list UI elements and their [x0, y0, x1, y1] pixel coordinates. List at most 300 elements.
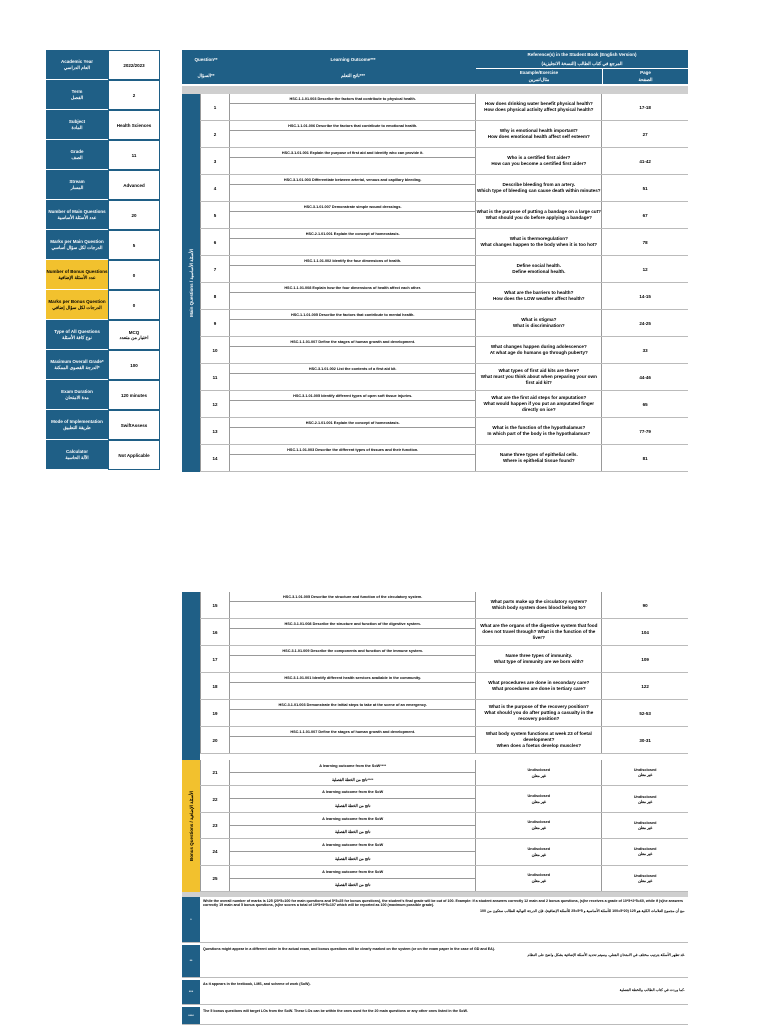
learning-outcome: HSC.1.1.01.005 Describe the factors that contribute to mental health.: [230, 310, 476, 320]
learning-outcome-cell: [230, 673, 477, 699]
learning-outcome-ar: [230, 158, 476, 174]
example-text: When does a foetus develop muscles?: [496, 743, 582, 748]
learning-outcome: A learning outcome from the SoW: [230, 866, 476, 879]
question-number: 25: [200, 866, 230, 891]
info-label-en: Marks per Bonus Question: [48, 298, 106, 304]
info-label-en: Number of Bonus Questions: [46, 268, 108, 274]
info-value: [108, 350, 160, 380]
example-text-ar: غير معلن: [531, 852, 546, 857]
info-label: [46, 230, 108, 260]
example-text: Name three types of immunity.: [505, 653, 573, 658]
learning-outcome-ar: ناتج من الخطة الفصلية: [334, 856, 371, 861]
info-value: [108, 110, 160, 140]
question-number: 2: [200, 121, 230, 147]
learning-outcome-cell: [230, 646, 477, 672]
page-reference: 52-53: [639, 710, 651, 716]
learning-outcome-cell: [230, 94, 477, 120]
table-row: [200, 256, 688, 283]
note-row: [182, 1007, 688, 1025]
info-label-ar: العام الدراسي: [63, 64, 91, 70]
info-row: [46, 140, 160, 170]
info-label-en: Subject: [68, 118, 86, 124]
question-number: 22: [200, 786, 230, 811]
example-text: Undisclosed: [527, 794, 551, 799]
learning-outcome: HSC.3.1.01.005 Describe the structure and function of the circulatory system.: [230, 592, 476, 602]
example-text: Define social health.: [516, 263, 562, 268]
learning-outcome-ar: [230, 710, 476, 726]
note-text: As it appears in the textbook, LMS, and scheme of work (SoW).: [203, 982, 311, 986]
question-number: 15: [200, 592, 230, 618]
info-value-text: 5: [132, 242, 136, 248]
info-label: [46, 290, 108, 320]
example-text: Undisclosed: [527, 767, 551, 772]
info-label-ar: الصف: [71, 154, 83, 160]
info-label: [46, 260, 108, 290]
example-cell: [476, 727, 602, 753]
learning-outcome-ar: [230, 131, 476, 147]
info-label-ar: الفصل: [70, 94, 84, 100]
header-references-ar: المرجع في كتاب الطالب (النسخة الانجليزية): [476, 59, 688, 68]
table-row: [200, 283, 688, 310]
info-label-ar: نوع كافة الأسئلة: [62, 334, 92, 340]
example-cell: [476, 673, 602, 699]
table-row: [200, 445, 688, 472]
info-row: [46, 290, 160, 320]
page-reference: 17-18: [639, 104, 651, 110]
learning-outcome: HSC.3.1.01.003 Differentiate between arterial, venous and capillary bleeding.: [230, 175, 476, 185]
example-cell: [476, 121, 602, 147]
main-section-sidebar-2: [182, 592, 200, 760]
learning-outcome: HSC.1.1.01.008 Explain how the four dimensions of health affect each other.: [230, 283, 476, 293]
info-row: [46, 50, 160, 80]
learning-outcome: HSC.3.1.01.008 Describe the structure and function of the digestive system.: [230, 619, 476, 629]
question-number: 23: [200, 813, 230, 838]
main-section-label: Main Questions / الأسئلة الأساسية: [188, 249, 194, 317]
info-label-ar: الآلة الحاسبة: [65, 454, 89, 460]
table-row: [200, 391, 688, 418]
info-label: [46, 110, 108, 140]
learning-outcome-cell: [230, 592, 477, 618]
question-number: 4: [200, 175, 230, 201]
example-text-ar: غير معلن: [531, 879, 546, 884]
page-reference: 65: [642, 401, 648, 407]
page-text: Undisclosed: [633, 873, 657, 878]
question-number: 7: [200, 256, 230, 282]
question-number: 3: [200, 148, 230, 174]
page-reference: [602, 760, 688, 785]
learning-outcome-cell: [230, 760, 477, 785]
learning-outcome-cell: [230, 121, 477, 147]
info-value: [108, 170, 160, 200]
learning-outcome-cell: [230, 229, 477, 255]
info-label-ar: عدد الأسئلة الأساسية: [57, 214, 97, 220]
note-body: [200, 980, 688, 1004]
info-value-text: 20: [131, 212, 137, 218]
example-cell: [476, 256, 602, 282]
info-label-en: Mode of Implementation: [51, 418, 103, 424]
page-reference: 30-31: [639, 737, 651, 743]
page-reference: 78: [642, 239, 648, 245]
example-cell: [476, 283, 602, 309]
info-row: [46, 350, 160, 380]
learning-outcome-cell: [230, 283, 477, 309]
example-cell: [476, 646, 602, 672]
learning-outcome-ar: [230, 401, 476, 417]
table-row: [200, 337, 688, 364]
example-text: What are the first aid steps for amputation?: [491, 395, 587, 400]
page-text: Undisclosed: [633, 820, 657, 825]
info-value: [108, 410, 160, 440]
question-number: 1: [200, 94, 230, 120]
info-label-en: Grade: [70, 148, 84, 154]
page-reference: 67: [642, 212, 648, 218]
page-reference: [602, 866, 688, 891]
example-text: does not travel through? What is the function of the liver?: [482, 629, 596, 640]
info-value: [108, 50, 160, 80]
learning-outcome-cell: [230, 786, 477, 811]
learning-outcome-cell: [230, 391, 477, 417]
learning-outcome: HSC.2.1.01.001 Explain the concept of homeostasis.: [230, 229, 476, 239]
exam-info-panel: [46, 50, 160, 470]
page-reference: 81: [642, 455, 648, 461]
question-number: 12: [200, 391, 230, 417]
info-value: [108, 230, 160, 260]
note-body: [200, 945, 688, 977]
learning-outcome: HSC.1.1.01.007 Define the stages of human growth and development.: [230, 727, 476, 737]
note-text-ar: قد تظهر الأسئلة بترتيب مختلف في الامتحان الفعلي، وسيتم تحديد الأسئلة الإضافية بشكل واضح على النظام.: [527, 953, 685, 957]
table-row: [200, 148, 688, 175]
example-text: What types of first aid kits are there?: [498, 368, 580, 373]
learning-outcome-cell: [230, 839, 477, 864]
bonus-row: [200, 760, 688, 786]
learning-outcome: HSC.1.1.01.007 Define the stages of human growth and development.: [230, 337, 476, 347]
example-cell: [476, 202, 602, 228]
example-cell: [476, 592, 602, 618]
example-text: What should you do before applying a bandage?: [485, 215, 592, 220]
example-text: Undisclosed: [527, 846, 551, 851]
page-reference: 51: [642, 185, 648, 191]
note-body: [200, 1007, 688, 1024]
example-cell: [476, 337, 602, 363]
example-cell: [476, 364, 602, 390]
bonus-row: [200, 866, 688, 892]
example-text: What is the function of the hypothalamus?: [492, 425, 586, 430]
note-marker: ***: [182, 980, 200, 1004]
learning-outcome-cell: [230, 364, 477, 390]
info-label-en: Maximum Overall Grade*: [50, 358, 104, 364]
example-cell: [476, 839, 602, 864]
learning-outcome: A learning outcome from the SoW: [230, 786, 476, 799]
example-cell: [476, 786, 602, 811]
info-label: [46, 350, 108, 380]
info-row: [46, 260, 160, 290]
info-label-ar: الدرجات لكل سؤال أساسي: [51, 244, 103, 250]
example-cell: [476, 700, 602, 726]
page-reference: 109: [641, 656, 649, 662]
info-label-en: Calculator: [65, 448, 88, 454]
example-text: What is stigma?: [521, 317, 557, 322]
learning-outcome-ar: [230, 683, 476, 699]
info-label-en: Marks per Main Question: [50, 238, 104, 244]
info-row: [46, 110, 160, 140]
example-text: Name three types of epithelial cells.: [499, 452, 578, 457]
learning-outcome-cell: [230, 310, 477, 336]
example-text: What changes happen during adolescence?: [490, 344, 587, 349]
example-text: Who is a certified first aider?: [507, 155, 571, 160]
example-text-ar: غير معلن: [531, 826, 546, 831]
info-row: [46, 230, 160, 260]
info-row: [46, 200, 160, 230]
info-value: [108, 440, 160, 470]
learning-outcome-ar: [230, 239, 476, 255]
info-label-ar: المسار: [70, 184, 84, 190]
info-label-ar: عدد الأسئلة الإضافية: [58, 274, 96, 280]
learning-outcome-ar: [230, 104, 476, 120]
learning-outcome-cell: [230, 202, 477, 228]
question-number: 14: [200, 445, 230, 471]
table-row: [200, 592, 688, 619]
question-number: 18: [200, 673, 230, 699]
table-row: [200, 175, 688, 202]
example-text: What are the barriers to health?: [504, 290, 574, 295]
example-text: What changes happen to the body when it is too hot?: [480, 242, 598, 247]
question-number: 24: [200, 839, 230, 864]
question-number: 6: [200, 229, 230, 255]
questions-table-page2: [200, 592, 688, 754]
bonus-row: [200, 786, 688, 812]
info-value: [108, 80, 160, 110]
note-body: [200, 897, 688, 942]
table-row: [200, 121, 688, 148]
note-text-ar: مع أن مجموع العلامات الكلية هو 125 (20*5=100 للأسئلة الأساسية و 5*5=25 للأسئلة الإضافية)، فإن الدرجة النهائية للطالب ستكون من 100.: [480, 909, 685, 913]
learning-outcome-cell: [230, 619, 477, 645]
example-text: What is the purpose of the recovery position?: [488, 704, 589, 709]
info-label-ar: المادة: [71, 124, 83, 130]
info-label-ar: طريقة التطبيق: [63, 424, 91, 430]
example-text: How can you become a certified first aider?: [491, 161, 587, 166]
example-text: development?: [523, 737, 555, 742]
info-label-ar: الدرجات لكل سؤال إضافي: [52, 304, 102, 310]
learning-outcome: HSC.3.1.01.001 Explain the purpose of first aid and identify who can provide it.: [230, 148, 476, 158]
page-reference: 122: [641, 683, 649, 689]
learning-outcome-ar: ناتج من الخطة الفصلية: [334, 883, 371, 888]
example-text: At what age do humans go through puberty?: [489, 350, 588, 355]
bonus-row: [200, 813, 688, 839]
learning-outcome-cell: [230, 445, 477, 471]
learning-outcome: HSC.3.1.01.007 Demonstrate simple wound dressings.: [230, 202, 476, 212]
example-text: What procedures are done in tertiary care?: [491, 686, 586, 691]
info-label-en: Number of Main Questions: [48, 208, 106, 214]
example-cell: [476, 94, 602, 120]
example-text: recovery position?: [518, 716, 560, 721]
learning-outcome-ar: [230, 737, 476, 753]
table-header: [182, 50, 688, 84]
note-marker: *: [182, 897, 200, 942]
page-reference: 44-46: [639, 374, 651, 380]
table-row: [200, 727, 688, 754]
learning-outcome-ar: [230, 455, 476, 471]
learning-outcome: A learning outcome from the SoW: [230, 813, 476, 826]
note-text: Questions might appear in a different order in the actual exam, and bonus questions will be clearly marked on the system (or on the exam paper in the case of GD and EA).: [203, 947, 495, 951]
learning-outcome-ar: ناتج من الخطة الفصلية: [334, 804, 371, 809]
example-cell: [476, 813, 602, 838]
learning-outcome: A learning outcome from the SoW****: [230, 760, 476, 773]
info-label-en: Term: [71, 88, 83, 94]
example-cell: [476, 760, 602, 785]
page-text-ar: غير معلن: [637, 825, 653, 830]
table-row: [200, 364, 688, 391]
question-number: 21: [200, 760, 230, 785]
page-reference: [602, 786, 688, 811]
bonus-row: [200, 839, 688, 865]
question-number: 8: [200, 283, 230, 309]
info-value: [108, 380, 160, 410]
header-learning-outcome-ar: ناتج التعلم***: [230, 68, 476, 84]
question-number: 19: [200, 700, 230, 726]
example-text: Which body system does blood belong to?: [491, 605, 586, 610]
example-text: What should you do after putting a casualty in the: [484, 710, 594, 715]
question-number: 16: [200, 619, 230, 645]
example-text: Which type of bleeding can cause death within minutes?: [477, 188, 601, 193]
learning-outcome-ar: [230, 347, 476, 363]
learning-outcome: A learning outcome from the SoW: [230, 839, 476, 852]
example-text: Why is emotional health important?: [499, 128, 578, 133]
page-reference: 12: [642, 266, 648, 272]
question-number: 5: [200, 202, 230, 228]
info-value-text: SwiftAssess: [120, 422, 148, 428]
example-text: What is the purpose of putting a bandage on a large cut?: [476, 209, 601, 214]
info-label-ar: مدة الامتحان: [65, 394, 89, 400]
info-value-text: Not Applicable: [118, 452, 150, 458]
info-value-text: Health Sciences: [116, 122, 152, 128]
header-references: Reference(s) in the Student Book (English Version): [476, 50, 688, 59]
learning-outcome: HSC.1.1.01.002 Identify the four dimensions of health.: [230, 256, 476, 266]
info-row: [46, 80, 160, 110]
info-label: [46, 410, 108, 440]
info-value: [108, 290, 160, 320]
table-row: [200, 646, 688, 673]
example-text-ar: غير معلن: [531, 800, 546, 805]
bonus-section-sidebar: [182, 760, 200, 892]
info-label-en: Stream: [69, 178, 85, 184]
page-text-ar: غير معلن: [637, 878, 653, 883]
header-question: Question**: [182, 50, 230, 68]
learning-outcome-cell: [230, 418, 477, 444]
page-text-ar: غير معلن: [637, 773, 653, 778]
info-label-en: Type of All Questions: [54, 328, 100, 334]
learning-outcome: HSC.3.1.01.003 Demonstrate the initial steps to take at the scene of an emergency.: [230, 700, 476, 710]
example-text: Undisclosed: [527, 873, 551, 878]
header-page: Page: [602, 68, 688, 76]
info-label: [46, 140, 108, 170]
question-number: 13: [200, 418, 230, 444]
table-row: [200, 94, 688, 121]
page-reference: 104: [641, 629, 649, 635]
questions-table-page1: [200, 94, 688, 472]
example-text: What type of immunity are we born with?: [494, 659, 584, 664]
learning-outcome: HSC.3.1.01.002 List the contents of a first aid kit.: [230, 364, 476, 374]
info-label: [46, 80, 108, 110]
page-text: Undisclosed: [633, 847, 657, 852]
note-row: [182, 980, 688, 1005]
example-text: Where is epithelial tissue found?: [502, 458, 575, 463]
example-cell: [476, 391, 602, 417]
page-text-ar: غير معلن: [637, 852, 653, 857]
note-text: The 5 bonus questions will target LOs from the SoW. These LOs can be within the ones used for the 20 main questions or any other ones listed in the SoW.: [203, 1009, 468, 1013]
question-number: 17: [200, 646, 230, 672]
question-number: 11: [200, 364, 230, 390]
info-row: [46, 320, 160, 350]
example-cell: [476, 148, 602, 174]
example-text: What is discrimination?: [512, 323, 565, 328]
table-row: [200, 700, 688, 727]
note-row: [182, 897, 688, 943]
example-cell: [476, 866, 602, 891]
page-reference: 77-79: [639, 428, 651, 434]
learning-outcome-ar: ناتج من الخطة الفصلية****: [331, 777, 374, 782]
info-label-en: Exam Duration: [61, 388, 93, 394]
note-text-ar: كما وردت في كتاب الطالب والخطة الفصلية.: [619, 988, 685, 992]
page-text-ar: غير معلن: [637, 799, 653, 804]
learning-outcome-ar: [230, 293, 476, 309]
learning-outcome-ar: [230, 602, 476, 618]
learning-outcome: HSC.3.1.01.001 Identify different health services available in the community.: [230, 673, 476, 683]
learning-outcome-cell: [230, 175, 477, 201]
example-text: Describe bleeding from an artery.: [502, 182, 576, 187]
learning-outcome-ar: [230, 656, 476, 672]
learning-outcome: HSC.3.1.01.009 Describe the components and function of the immune system.: [230, 646, 476, 656]
example-text: Define emotional health.: [512, 269, 566, 274]
info-value-text: 2022/2023: [123, 62, 145, 68]
question-number: 9: [200, 310, 230, 336]
learning-outcome-cell: [230, 148, 477, 174]
bonus-table: [200, 760, 688, 892]
main-section-sidebar: [182, 94, 200, 472]
note-marker: **: [182, 945, 200, 977]
table-row: [200, 673, 688, 700]
example-text-ar: غير معلن: [531, 773, 546, 778]
info-row: [46, 380, 160, 410]
example-text: How does physical activity affect physical health?: [484, 107, 594, 112]
learning-outcome: HSC.1.1.01.006 Describe the factors that contribute to emotional health.: [230, 121, 476, 131]
info-value: [108, 320, 160, 350]
learning-outcome-cell: [230, 337, 477, 363]
info-value: [108, 260, 160, 290]
example-text: How does the LOW weather affect health?: [492, 296, 585, 301]
learning-outcome-cell: [230, 813, 477, 838]
question-number: 20: [200, 727, 230, 753]
page-reference: 41-42: [639, 158, 651, 164]
learning-outcome-ar: ناتج من الخطة الفصلية: [334, 830, 371, 835]
table-row: [200, 202, 688, 229]
example-cell: [476, 310, 602, 336]
bonus-section-label: Bonus Questions / الأسئلة الإضافية: [188, 790, 194, 862]
info-value-text: MCQ: [128, 329, 140, 335]
table-row: [200, 619, 688, 646]
example-text: What parts make up the circulatory system?: [490, 599, 588, 604]
info-value-text: 120 minutes: [120, 392, 147, 398]
page-reference: 24-25: [639, 320, 651, 326]
example-text: What would happen if you put an amputated finger directly on ice?: [483, 401, 595, 412]
info-value-ar: اختيار من متعدد: [119, 334, 149, 340]
question-number: 10: [200, 337, 230, 363]
example-text: In which part of the body is the hypothalamus?: [487, 431, 591, 436]
learning-outcome: HSC.1.1.01.003 Describe the factors that contribute to physical health.: [230, 94, 476, 104]
page-reference: [602, 839, 688, 864]
header-learning-outcome: Learning Outcome***: [230, 50, 476, 68]
info-row: [46, 410, 160, 440]
info-value: [108, 140, 160, 170]
